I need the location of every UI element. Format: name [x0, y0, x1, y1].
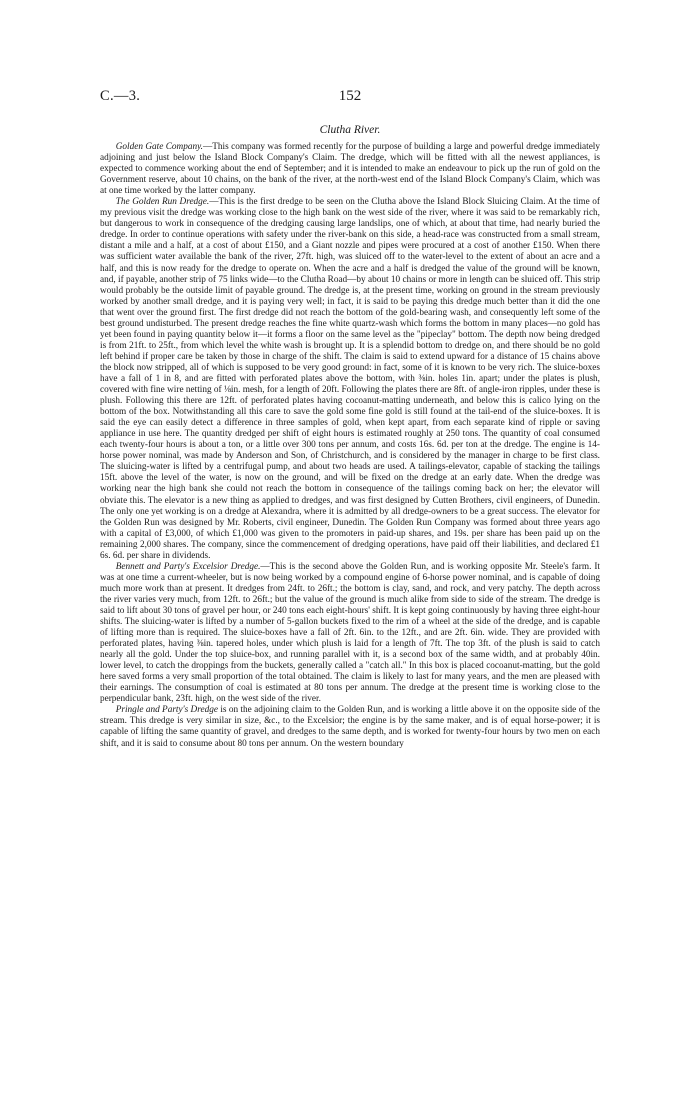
paragraph-lead: Pringle and Party's Dredge — [115, 705, 218, 716]
section-title: Clutha River. — [319, 124, 381, 136]
document-reference: C.—3. — [100, 88, 141, 104]
paragraph-excelsior — [100, 562, 600, 706]
paragraph-text: —This is the first dredge to be seen on the Clutha above the Island Block Sluicing Claim. At the time of my previous visit the dredge was working close to the high bank on the west side of the river, where it was said to be remarkably rich, but dangerous to work in consequence of the dredging causing large landslips, one of which, at about that time, had nearly buried the dredge. In order to continue operations with safety under the river-bank on this side, a head-race was constructed from a small stream, distant a mile and a half, at a cost of about £150, and a Giant nozzle and pipes were procured at a cost of another £150. When there was sufficient water available the bank of the river, 27ft. high, was sluiced off to the water-level to the extent of about an acre and a half, and this is now ready for the dredge to operate on. When the acre and a half is dredged the value of the ground will be known, and, if payable, another strip of 75 links wide—to the Clutha Road—by about 10 chains or more in length can be sluiced off. This strip would probably be the outside limit of payable ground. The dredge is, at the present time, working on ground in the stream previously worked by another small dredge, and it is paying very well; in fact, it is said to be paying this dredge much better than it did the one that went over the ground first. The first dredge did not reach the bottom of the gold-bearing wash, and consequently left some of the best ground undisturbed. The present dredge reaches the fine white quartz-wash which forms the bottom in many places—no gold has yet been found in paying quantity below it—it forms a floor on the same level as the "pipeclay" bottom. The depth now being dredged is from 21ft. to 25ft., from which level the white wash is brought up. It is a splendid bottom to dredge on, and there should be no gold left behind if proper care be taken by those in charge of the shift. The claim is said to extend upward for a distance of 15 chains above the block now stripped, all of which is supposed to be very good ground: in fact, some of it is known to be very rich. The sluice-boxes have a fall of 1 in 8, and are fitted with perforated plates above the bottom, with ⅜in. holes 1in. apart; under the plates is plush, covered with fine wire netting of ⅛in. mesh, for a length of 20ft. Following the plates there are 8ft. of angle-iron ripples, under these is plush. Following this there are 12ft. of perforated plates having cocoanut-matting underneath, and below this is calico lying on the bottom of the box. Notwithstanding all this care to save the gold some fine gold is still found at the tail-end of the sluice-boxes. It is said the eye can easily detect a difference in three samples of gold, when kept apart, from each separate kind of ripple or saving appliance in use here. The quantity dredged per shift of eight hours is estimated roughly at 250 tons. The quantity of coal consumed each twenty-four hours is about a ton, or a little over 300 tons per annum, and costs 16s. 6d. per ton at the dredge. The engine is 14-horse power nominal, was made by Anderson and Son, of Christchurch, and is considered by the manager in charge to be first class. The sluicing-water is lifted by a centrifugal pump, and about two heads are used. A tailings-elevator, capable of stacking the tailings 15ft. above the level of the water, is now on the ground, and will be fixed on the dredge at an early date. When the dredge was working near the high bank she could not reach the bottom in consequence of the tailings coming back on her; the elevator will obviate this. The elevator is a new thing as applied to dredges, and was first designed by Cutten Brothers, civil engineers, of Dunedin. The only one yet working is on a dredge at Alexandra, where it is admitted by all dredge-owners to be a great success. The elevator for the Golden Run was designed by Mr. Roberts, civil engineer, Dunedin. The Golden Run Company was formed about three years ago with a capital of £3,000, of which £1,000 was given to the promoters in paid-up shares, and 19s. per share has been paid up on the remaining 2,000 shares. The company, since the commencement of dredging operations, have paid off their liabilities, and declared £1 6s. 6d. per share in dividends. — [100, 197, 601, 561]
paragraph-lead: The Golden Run Dredge. — [115, 197, 210, 208]
paragraph-text: is on the adjoining claim to the Golden Run, and is working a little above it on the opposite side of the stream. This dredge is very similar in size, &c., to the Excelsior; the engine is by the same maker, and is of equal horse-power; it is capable of lifting the same quantity of gravel, and dredges to the same depth, and is worked for twenty-four hours by two men on each shift, and it is said to consume about 80 tons per annum. On the western boundary — [100, 705, 600, 749]
paragraph-lead: Golden Gate Company. — [115, 142, 203, 152]
page-number: 152 — [338, 88, 362, 104]
body-text — [100, 142, 600, 750]
paragraph-text: —This company was formed recently for the purpose of building a large and powerful dredge immediately adjoining and just below the Island Block Company's Claim. The dredge, which will be fitted with all the newest appliances, is expected to commence working about the end of September; and it is intended to make an endeavour to pick up the run of gold on the Government reserve, about 10 chains, on the bank of the river, at the north-west end of the Island Block Company's Claim, which was at one time worked by the latter company. — [100, 142, 600, 197]
paragraph-golden-gate — [100, 142, 600, 197]
page-header — [100, 88, 600, 108]
paragraph-lead: Bennett and Party's Excelsior Dredge. — [115, 561, 261, 572]
paragraph-text: —This is the second above the Golden Run, and is working opposite Mr. Steele's farm. It was at one time a current-wheeler, but is now being worked by a compound engine of 6-horse power nominal, and is capable of doing much more work than at present. It dredges from 24ft. to 26ft.; the bottom is clay, sand, and rock, and very patchy. The depth across the river varies very much, from 12ft. to 26ft.; but the value of the ground is much alike from side to side of the stream. The dredge is said to lift about 30 tons of gravel per hour, or 240 tons each eight-hours' shift. It is kept going continuously by having three eight-hour shifts. The sluicing-water is lifted by a number of 5-gallon buckets fixed to the rim of a wheel at the side of the dredge, and is capable of lifting more than is required. The sluice-boxes have a fall of 2ft. 6in. to the 12ft., and are 2ft. 6in. wide. They are provided with perforated plates, having ⅜in. tapered holes, under which plush is laid for a length of 7ft. The top 3ft. of the plush is said to catch nearly all the gold. Under the top sluice-box, and running parallel with it, is a second box of the same width, and at probably 40in. lower level, to catch the droppings from the buckets, generally called a "catch all." In this box is placed cocoanut-matting, but the gold here saved forms a very small proportion of the total obtained. The claim is likely to last for many years, and the men are pleased with their earnings. The consumption of coal is estimated at 80 tons per annum. The dredge at the present time is working close to the perpendicular bank, 23ft. high, on the west side of the river. — [100, 561, 600, 705]
paragraph-golden-run — [100, 197, 600, 562]
paragraph-pringle — [100, 705, 600, 749]
